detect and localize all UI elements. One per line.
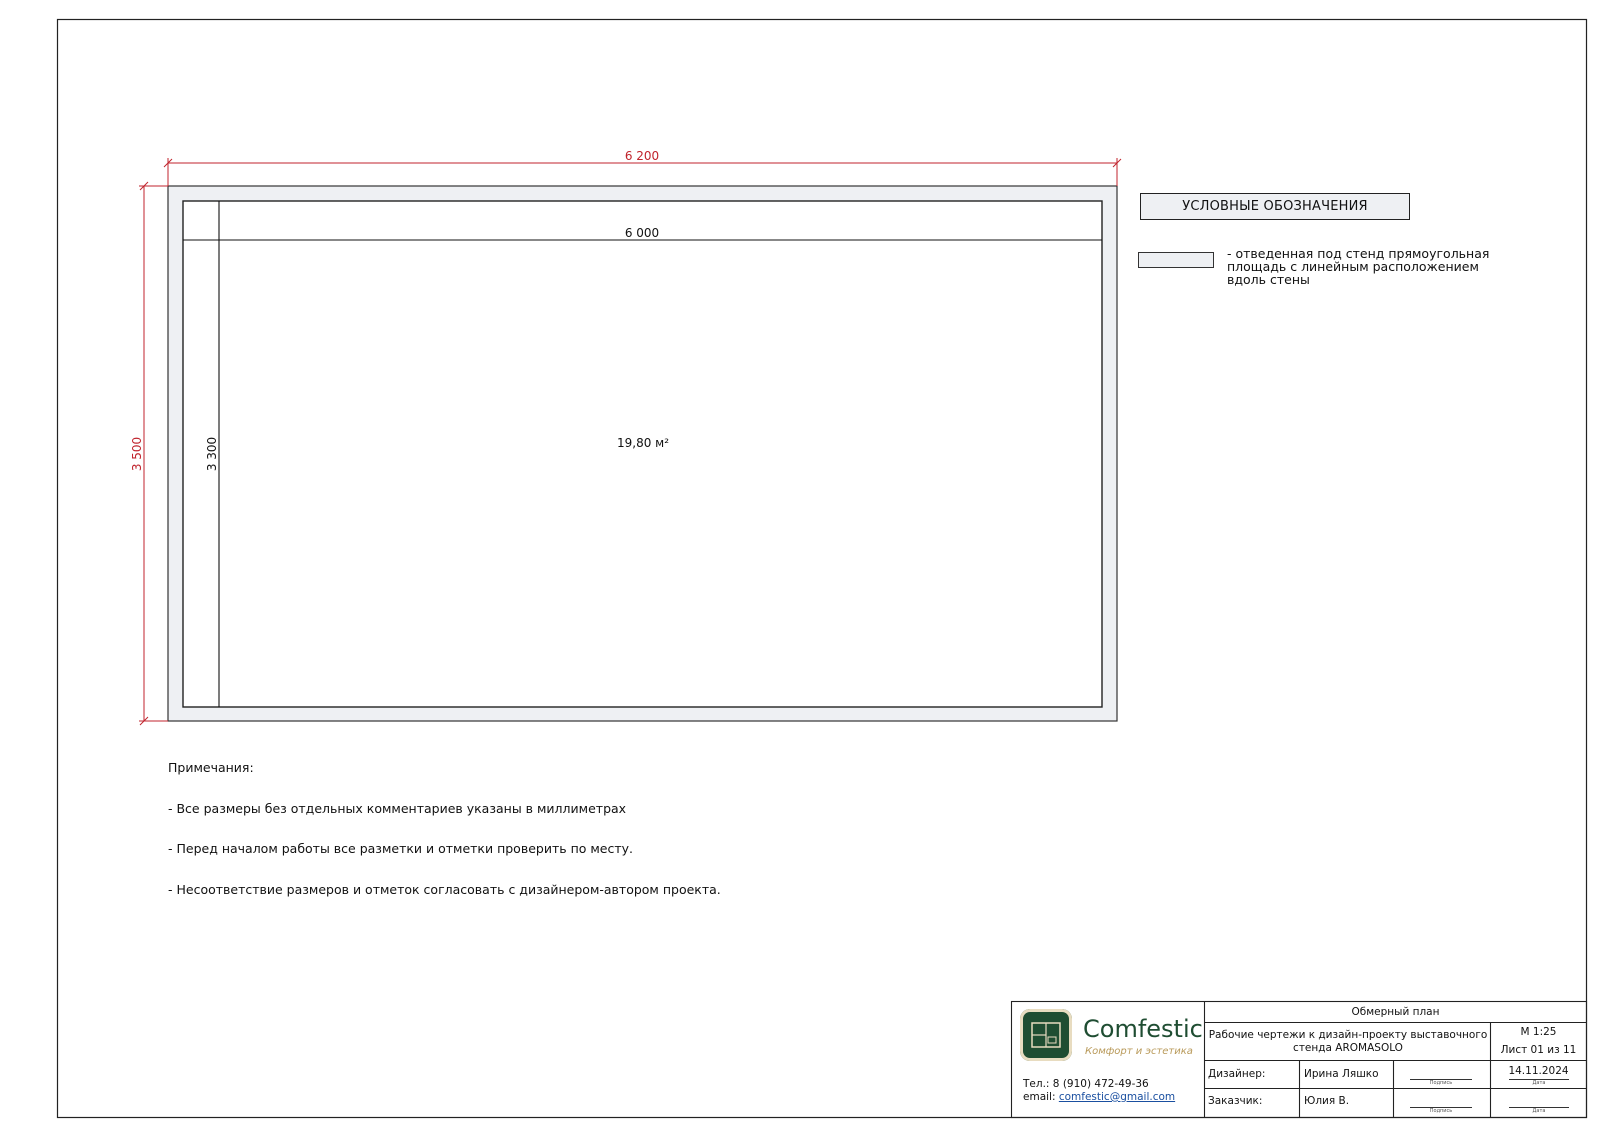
customer-label: Заказчик:: [1208, 1095, 1263, 1107]
sheet-title: Обмерный план: [1351, 1006, 1440, 1018]
sheet-date: 14.11.2024: [1508, 1065, 1569, 1077]
notes: [168, 734, 721, 910]
customer-name: Юлия В.: [1304, 1095, 1350, 1107]
notes-line: - Перед началом работы все разметки и отметки проверить по месту.: [168, 841, 634, 856]
inner-height-label: 3 300: [205, 436, 219, 472]
notes-line: - Несоответствие размеров и отметок согласовать с дизайнером-автором проекта.: [168, 881, 721, 897]
date-caption: Дата: [1532, 1108, 1546, 1114]
brand-logo: [1020, 1009, 1072, 1061]
outer-width-label: 6 200: [624, 149, 660, 163]
house-plan-icon: [1020, 1009, 1072, 1061]
legend-title: УСЛОВНЫЕ ОБОЗНАЧЕНИЯ: [1140, 193, 1410, 220]
email-link[interactable]: comfestic@gmail.com: [1058, 1091, 1176, 1103]
area-label: 19,80 м²: [616, 436, 670, 450]
brand-name: Comfestic: [1083, 1015, 1203, 1043]
inner-room: [183, 201, 1102, 707]
email-label: email:: [1023, 1091, 1056, 1103]
signature-caption: Подпись: [1429, 1108, 1453, 1114]
date-caption: Дата: [1532, 1080, 1546, 1086]
drawing-scale: М 1:25: [1520, 1026, 1557, 1038]
notes-line: - Все размеры без отдельных комментариев указаны в миллиметрах: [168, 800, 627, 816]
inner-width-label: 6 000: [624, 226, 660, 240]
signature-caption: Подпись: [1429, 1080, 1453, 1086]
contact-phone: Тел.: 8 (910) 472-49-36: [1023, 1078, 1149, 1090]
contact-email-row: [1023, 1091, 1175, 1103]
outer-height-label: 3 500: [130, 436, 144, 472]
sheet-number: Лист 01 из 11: [1500, 1044, 1577, 1056]
designer-name: Ирина Ляшко: [1304, 1068, 1379, 1080]
legend-swatch: [1138, 252, 1214, 268]
designer-label: Дизайнер:: [1208, 1068, 1266, 1080]
brand-tagline: Комфорт и эстетика: [1085, 1046, 1193, 1057]
legend-item-text: - отведенная под стенд прямоугольная площадь с линейным расположением вдоль стены: [1227, 246, 1490, 287]
notes-heading: Примечания:: [168, 760, 254, 775]
project-title: Рабочие чертежи к дизайн-проекту выставочного стенда AROMASOLO: [1208, 1029, 1488, 1054]
